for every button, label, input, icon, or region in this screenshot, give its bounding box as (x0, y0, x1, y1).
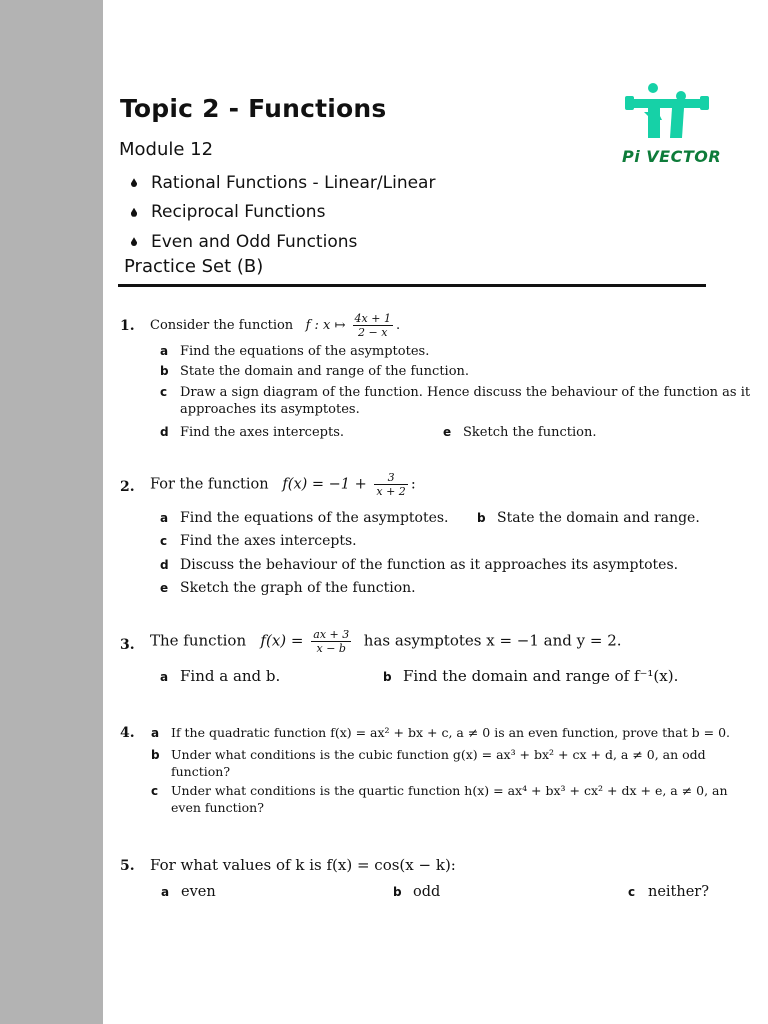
header-divider (118, 284, 706, 287)
left-margin-bar (0, 0, 103, 1024)
question-stem: The function f(x) = $\frac{ax + 3}{x - b}$ has asymptotes x = −1 and y = 2. (150, 628, 622, 655)
question-stem: For what values of k is f(x) = cos(x − k): (150, 856, 456, 874)
page-title: Topic 2 - Functions (120, 94, 387, 123)
part-c: c Find the axes intercepts. (160, 533, 357, 549)
fraction: $\frac{4x + 1}{2 - x}$ (354, 312, 391, 339)
question-stem: For the function f(x) = −1 + $\frac{3}{x + 2}$ : (150, 471, 416, 498)
logo-wordmark: Pi VECTOR (622, 147, 722, 166)
topic-item: Rational Functions - Linear/Linear (131, 168, 435, 198)
part-b: b Find the domain and range of f⁻¹(x). (383, 667, 679, 685)
question-number: 4. (120, 725, 135, 741)
question-number: 1. (120, 318, 135, 334)
bullet-icon (131, 208, 137, 217)
part-a: a Find a and b. (160, 667, 281, 685)
question-number: 5. (120, 858, 135, 874)
part-b: b State the domain and range of the function. (160, 364, 470, 379)
worksheet-page (103, 0, 768, 1024)
topic-item: Even and Odd Functions (131, 227, 435, 257)
part-c: c neither? (628, 884, 710, 900)
part-a: a If the quadratic function f(x) = ax² + bx + c, a ≠ 0 is an even function, prove that b = 0. (151, 725, 731, 740)
part-b: b Under what conditions is the cubic function g(x) = ax³ + bx² + cx + d, a ≠ 0, an odd (151, 747, 706, 762)
part-a: a even (161, 884, 216, 900)
part-b: b odd (393, 884, 441, 900)
part-a: a Find the equations of the asymptotes. (160, 510, 449, 526)
part-e: e Sketch the graph of the function. (160, 580, 416, 596)
part-c-continued: even function? (171, 800, 264, 815)
part-d: d Find the axes intercepts. (160, 425, 344, 440)
module-label: Module 12 (119, 139, 214, 160)
part-e: e Sketch the function. (443, 425, 597, 440)
question-number: 2. (120, 479, 135, 495)
bullet-icon (131, 178, 137, 187)
part-a: a Find the equations of the asymptotes. (160, 344, 430, 359)
part-c-continued: approaches its asymptotes. (180, 402, 360, 417)
fraction: $\frac{ax + 3}{x - b}$ (313, 628, 350, 655)
fraction: $\frac{3}{x + 2}$ (376, 471, 406, 498)
bullet-icon (131, 237, 137, 246)
part-c: c Draw a sign diagram of the function. Hence discuss the behaviour of the function as it (160, 385, 751, 400)
topic-list (131, 168, 435, 257)
part-c: c Under what conditions is the quartic function h(x) = ax⁴ + bx³ + cx² + dx + e, a ≠ 0, an (151, 783, 728, 798)
question-stem: Consider the function f : x ↦ $\frac{4x + 1}{2 - x}$ . (150, 312, 401, 339)
part-d: d Discuss the behaviour of the function as it approaches its asymptotes. (160, 557, 679, 573)
question-number: 3. (120, 637, 135, 653)
part-b-continued: function? (171, 764, 231, 779)
topic-item: Reciprocal Functions (131, 198, 435, 228)
part-b: b State the domain and range. (477, 510, 700, 526)
practice-set-label: Practice Set (B) (124, 256, 264, 277)
